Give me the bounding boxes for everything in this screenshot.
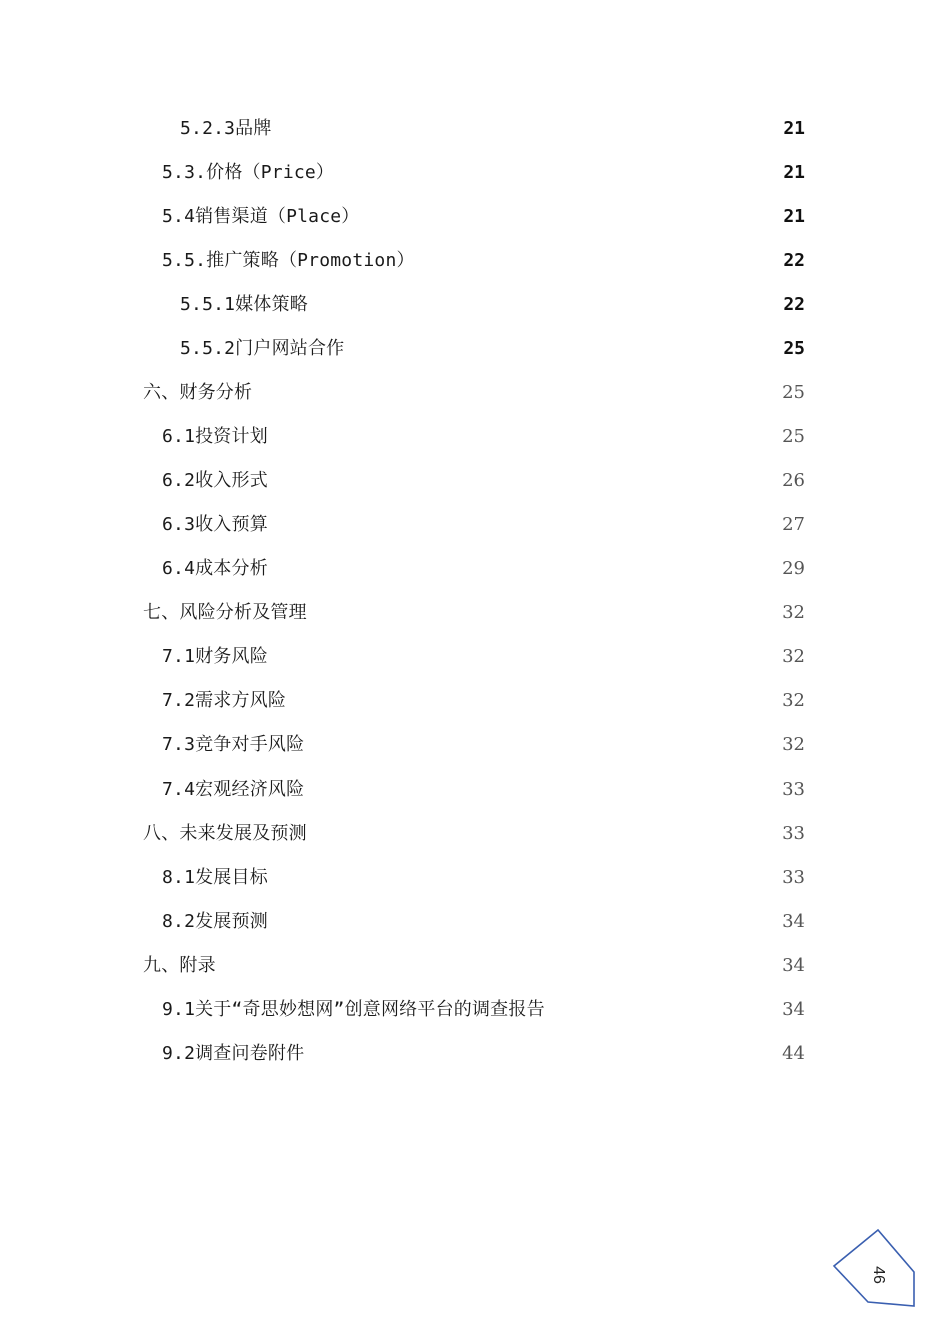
- toc-entry-label: 8.1发展目标: [162, 867, 268, 888]
- toc-entry-label: 6.1投资计划: [162, 426, 268, 447]
- toc-entry-label: 6.2收入形式: [162, 470, 268, 491]
- toc-entry[interactable]: [0, 1039, 950, 1069]
- toc-entry-page: 29: [782, 558, 805, 579]
- toc-entry-label: 5.4销售渠道（Place）: [162, 206, 360, 227]
- toc-entry-page: 33: [782, 867, 805, 888]
- toc-entry-label: 九、附录: [143, 955, 216, 976]
- toc-entry-page: 21: [783, 206, 805, 227]
- toc-entry[interactable]: [0, 554, 950, 584]
- toc-entry-label: 5.3.价格（Price）: [162, 162, 335, 183]
- toc-entry[interactable]: [0, 202, 950, 232]
- toc-entry[interactable]: [0, 863, 950, 893]
- page-number: 46: [870, 1266, 887, 1284]
- toc-entry-page: 26: [782, 470, 805, 491]
- toc-entry-page: 25: [782, 426, 805, 447]
- toc-entry-label: 8.2发展预测: [162, 911, 268, 932]
- toc-entry-page: 32: [782, 646, 805, 667]
- toc-entry-label: 六、财务分析: [143, 382, 253, 403]
- toc-entry-page: 34: [782, 955, 805, 976]
- toc-entry-label: 9.1关于“奇思妙想网”创意网络平台的调查报告: [162, 999, 545, 1020]
- toc-entry-label: 9.2调查问卷附件: [162, 1043, 305, 1064]
- toc-entry-label: 5.2.3品牌: [180, 118, 272, 139]
- toc-entry-label: 八、未来发展及预测: [143, 823, 307, 844]
- toc-entry[interactable]: [0, 114, 950, 144]
- toc-entry-page: 22: [783, 294, 805, 315]
- toc-entry[interactable]: [0, 422, 950, 452]
- toc-entry-page: 21: [783, 118, 805, 139]
- toc-entry[interactable]: [0, 995, 950, 1025]
- toc-entry[interactable]: [0, 951, 950, 981]
- toc-entry[interactable]: [0, 290, 950, 320]
- toc-entry-page: 44: [782, 1043, 805, 1064]
- toc-entry[interactable]: [0, 246, 950, 276]
- toc-entry-label: 7.2需求方风险: [162, 690, 287, 711]
- toc-entry-label: 6.4成本分析: [162, 558, 268, 579]
- toc-entry-page: 34: [782, 999, 805, 1020]
- toc-entry-page: 32: [782, 602, 805, 623]
- toc-entry-page: 33: [782, 779, 805, 800]
- toc-entry-label: 5.5.2门户网站合作: [180, 338, 345, 359]
- toc-entry-page: 33: [782, 823, 805, 844]
- toc-entry-label: 6.3收入预算: [162, 514, 268, 535]
- toc-entry-page: 32: [782, 734, 805, 755]
- toc-entry[interactable]: [0, 907, 950, 937]
- toc-entry[interactable]: [0, 466, 950, 496]
- toc-entry[interactable]: [0, 686, 950, 716]
- toc-entry-label: 5.5.推广策略（Promotion）: [162, 250, 415, 271]
- toc-entry-label: 7.4宏观经济风险: [162, 779, 305, 800]
- toc-entry-label: 七、风险分析及管理: [143, 602, 307, 623]
- toc-entry[interactable]: [0, 510, 950, 540]
- toc-entry-page: 25: [782, 382, 805, 403]
- toc-entry-page: 34: [782, 911, 805, 932]
- toc-entry[interactable]: [0, 730, 950, 760]
- toc-entry-page: 25: [783, 338, 805, 359]
- toc-entry-label: 7.3竞争对手风险: [162, 734, 305, 755]
- toc-entry[interactable]: [0, 378, 950, 408]
- toc-entry[interactable]: [0, 334, 950, 364]
- toc-entry-page: 27: [782, 514, 805, 535]
- toc-entry[interactable]: [0, 598, 950, 628]
- toc-entry[interactable]: [0, 819, 950, 849]
- toc-entry-page: 32: [782, 690, 805, 711]
- toc-entry[interactable]: [0, 642, 950, 672]
- toc-entry-label: 5.5.1媒体策略: [180, 294, 308, 315]
- toc-entry[interactable]: [0, 158, 950, 188]
- toc-entry-page: 22: [783, 250, 805, 271]
- toc-entry-label: 7.1财务风险: [162, 646, 268, 667]
- toc-entry-page: 21: [783, 162, 805, 183]
- toc-entry[interactable]: [0, 775, 950, 805]
